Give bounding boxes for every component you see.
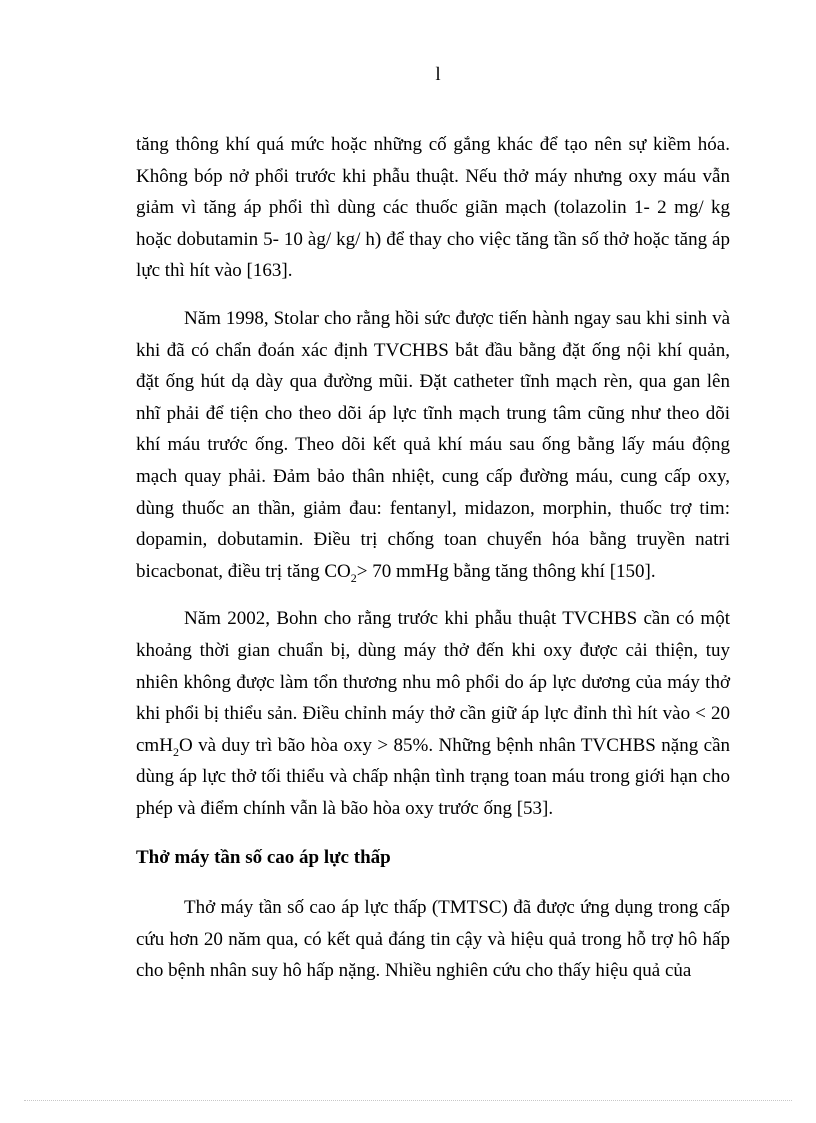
page-number: l <box>435 64 441 85</box>
paragraph-text: Năm 2002, Bohn cho rằng trước khi phẫu thuật TVCHBS cần có một khoảng thời gian chuẩn bị, dùng máy thở đến khi oxy được cải thiện, tuy nhiên không được làm tổn thương nhu mô phổi do áp lực dương của máy thở khi phổi bị thiểu sản. Điều chỉnh máy thở cần giữ áp lực đỉnh thì hít vào < 20 cmH <box>136 608 730 756</box>
document-body <box>136 129 730 987</box>
paragraph-continuation: tăng thông khí quá mức hoặc những cố gắng khác để tạo nên sự kiềm hóa. Không bóp nở phổi trước khi phẫu thuật. Nếu thở máy nhưng oxy máu vẫn giảm vì tăng áp phổi thì dùng các thuốc giãn mạch (tolazolin 1- 2 mg/ kg hoặc dobutamin 5- 10 àg/ kg/ h) để thay cho việc tăng tần số thở hoặc tăng áp lực thì hít vào [163]. <box>136 134 730 282</box>
paragraph-text: Năm 1998, Stolar cho rằng hồi sức được tiến hành ngay sau khi sinh và khi đã có chẩn đoán xác định TVCHBS bắt đầu bằng đặt ống nội khí quản, đặt ống hút dạ dày qua đường mũi. Đặt catheter tĩnh mạch rèn, qua gan lên nhĩ phải để tiện cho theo dõi áp lực tĩnh mạch trung tâm cũng như theo dõi khí máu trước ống. Theo dõi kết quả khí máu sau ống bằng lấy máu động mạch quay phải. Đảm bảo thân nhiệt, cung cấp đường máu, cung cấp oxy, dùng thuốc an thần, giảm đau: fentanyl, midazon, morphin, thuốc trợ tim: dopamin, dobutamin. Điều trị chống toan chuyển hóa bằng truyền natri bicacbonat, điều trị tăng CO <box>136 307 730 582</box>
paragraph-tmtsc: Thở máy tần số cao áp lực thấp (TMTSC) đã được ứng dụng trong cấp cứu hơn 20 năm qua, có kết quả đáng tin cậy và hiệu quả trong hỗ trợ hô hấp cho bệnh nhân suy hô hấp nặng. Nhiều nghiên cứu cho thấy hiệu quả của <box>136 897 730 982</box>
paragraph-stolar-1998 <box>136 303 730 587</box>
paragraph-text: > 70 mmHg bằng tăng thông khí [150]. <box>356 560 656 582</box>
subscript: 2 <box>350 570 357 585</box>
section-heading: Thở máy tần số cao áp lực thấp <box>136 847 391 869</box>
paragraph-text: O và duy trì bão hòa oxy > 85%. Những bệnh nhân TVCHBS nặng cần dùng áp lực thở tối thiểu và chấp nhận tình trạng toan máu trong giới hạn cho phép và điểm chính vẫn là bão hòa oxy trước ống [53]. <box>136 734 730 819</box>
page-bottom-divider <box>24 1100 792 1101</box>
paragraph-bohn-2002 <box>136 603 730 824</box>
subscript: 2 <box>172 744 179 759</box>
